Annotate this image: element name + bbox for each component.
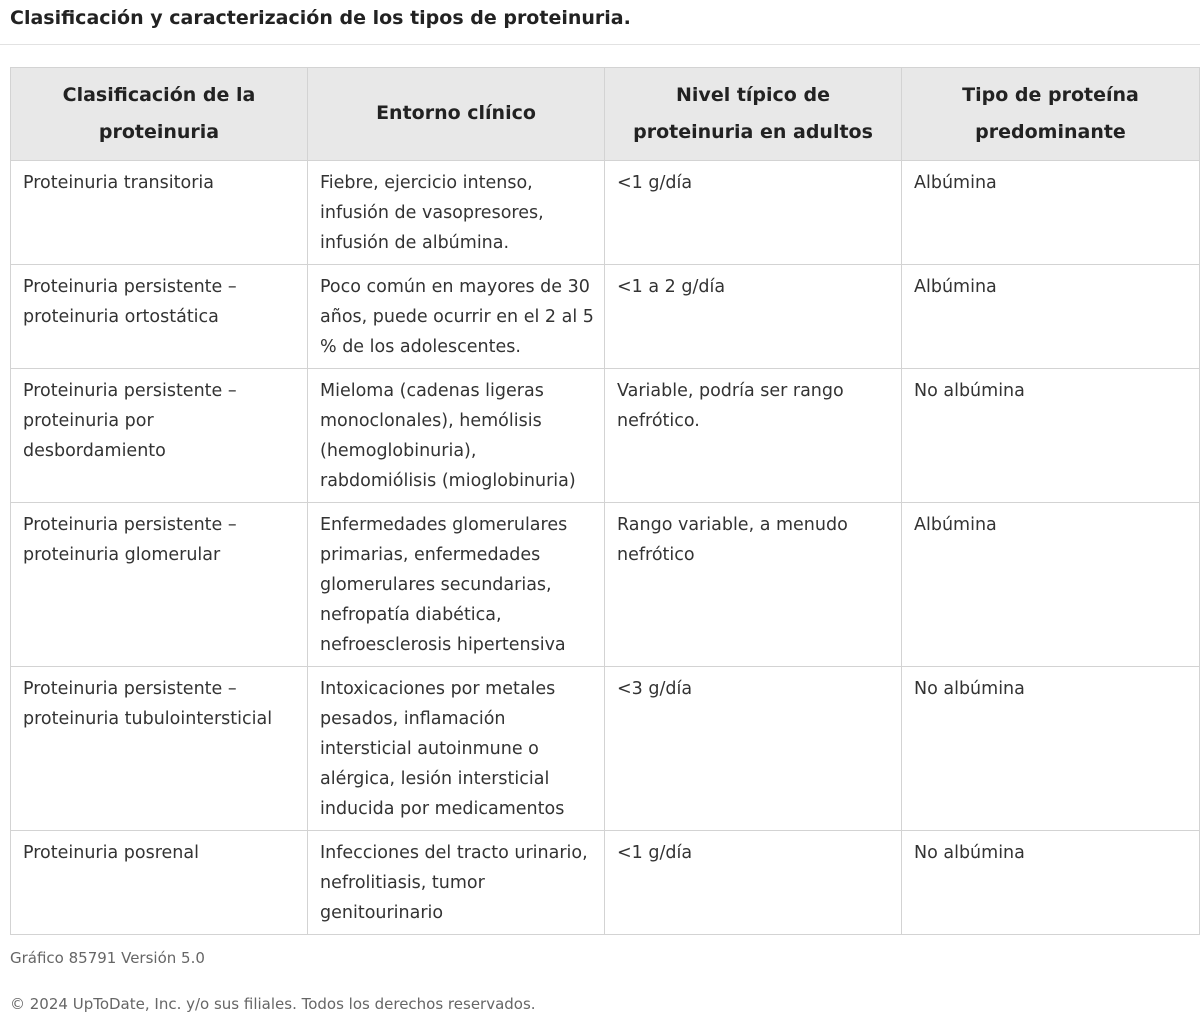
graphic-version-label: Gráfico 85791 Versión 5.0 — [10, 949, 205, 967]
title-divider — [0, 44, 1200, 45]
table-row — [11, 831, 1200, 935]
proteinuria-classification-table — [10, 67, 1200, 935]
cell-clinical-setting: Intoxicaciones por metales pesados, inflamación intersticial autoinmune o alérgica, lesión intersticial inducida por medicamentos — [308, 667, 605, 831]
cell-protein-type: Albúmina — [902, 161, 1200, 265]
cell-typical-level: Variable, podría ser rango nefrótico. — [605, 369, 902, 503]
column-header-protein-type: Tipo de proteína predominante — [902, 68, 1200, 161]
column-header-classification: Clasificación de la proteinuria — [11, 68, 308, 161]
cell-clinical-setting: Fiebre, ejercicio intenso, infusión de vasopresores, infusión de albúmina. — [308, 161, 605, 265]
copyright-notice: © 2024 UpToDate, Inc. y/o sus filiales. Todos los derechos reservados. — [10, 995, 536, 1013]
table-body — [11, 161, 1200, 935]
cell-typical-level: <1 g/día — [605, 161, 902, 265]
table-header-row — [11, 68, 1200, 161]
page-title: Clasificación y caracterización de los tipos de proteinuria. — [10, 7, 631, 29]
table-row — [11, 265, 1200, 369]
column-header-clinical-setting: Entorno clínico — [308, 68, 605, 161]
cell-classification: Proteinuria persistente – proteinuria ortostática — [11, 265, 308, 369]
table-row — [11, 667, 1200, 831]
cell-protein-type: Albúmina — [902, 265, 1200, 369]
cell-classification: Proteinuria persistente – proteinuria por desbordamiento — [11, 369, 308, 503]
table-row — [11, 161, 1200, 265]
cell-protein-type: No albúmina — [902, 831, 1200, 935]
column-header-typical-level: Nivel típico de proteinuria en adultos — [605, 68, 902, 161]
cell-clinical-setting: Infecciones del tracto urinario, nefrolitiasis, tumor genitourinario — [308, 831, 605, 935]
cell-classification: Proteinuria persistente – proteinuria tubulointersticial — [11, 667, 308, 831]
proteinuria-table-container — [10, 67, 1199, 935]
table-row — [11, 503, 1200, 667]
cell-clinical-setting: Mieloma (cadenas ligeras monoclonales), hemólisis (hemoglobinuria), rabdomiólisis (mioglobinuria) — [308, 369, 605, 503]
table-row — [11, 369, 1200, 503]
table-header — [11, 68, 1200, 161]
cell-typical-level: <1 a 2 g/día — [605, 265, 902, 369]
cell-clinical-setting: Poco común en mayores de 30 años, puede ocurrir en el 2 al 5 % de los adolescentes. — [308, 265, 605, 369]
cell-typical-level: <1 g/día — [605, 831, 902, 935]
cell-clinical-setting: Enfermedades glomerulares primarias, enfermedades glomerulares secundarias, nefropatía diabética, nefroesclerosis hipertensiva — [308, 503, 605, 667]
cell-typical-level: <3 g/día — [605, 667, 902, 831]
cell-protein-type: No albúmina — [902, 667, 1200, 831]
cell-protein-type: No albúmina — [902, 369, 1200, 503]
cell-classification: Proteinuria transitoria — [11, 161, 308, 265]
cell-typical-level: Rango variable, a menudo nefrótico — [605, 503, 902, 667]
cell-classification: Proteinuria persistente – proteinuria glomerular — [11, 503, 308, 667]
cell-protein-type: Albúmina — [902, 503, 1200, 667]
cell-classification: Proteinuria posrenal — [11, 831, 308, 935]
